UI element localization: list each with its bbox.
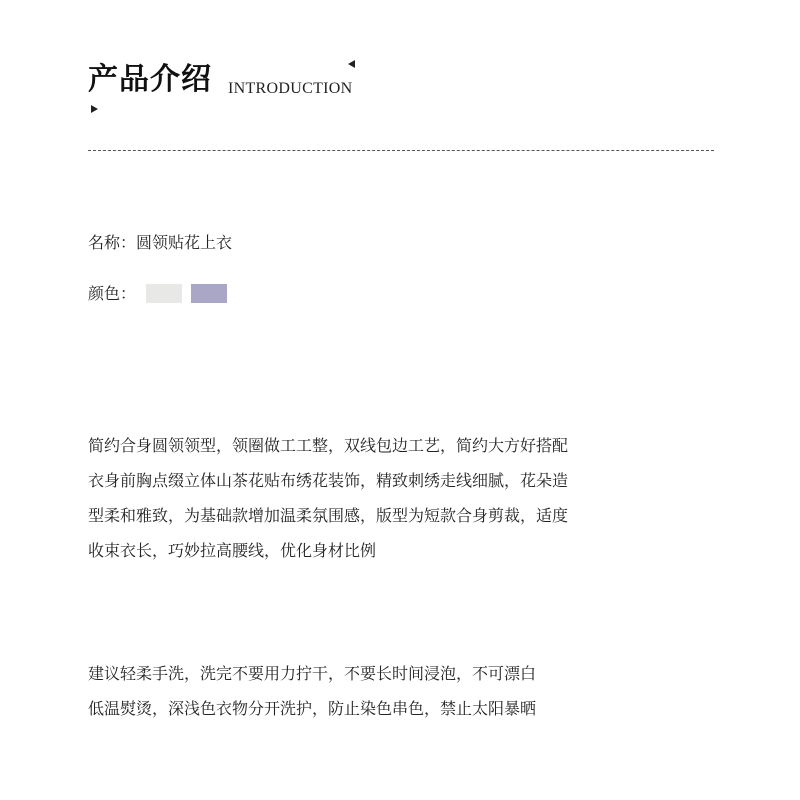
product-name-value: 圆领贴花上衣: [136, 233, 233, 252]
description-line: 型柔和雅致，为基础款增加温柔氛围感，版型为短款合身剪裁，适度: [88, 506, 569, 525]
product-color-label: 颜色：: [88, 284, 137, 303]
care-instructions: [88, 656, 536, 726]
product-name-row: [88, 232, 232, 254]
description-line: 衣身前胸点缀立体山茶花贴布绣花装饰，精致刺绣走线细腻，花朵造: [88, 471, 569, 490]
description-line: 收束衣长，巧妙拉高腰线，优化身材比例: [88, 541, 377, 560]
care-line: 建议轻柔手洗，洗完不要用力拧干，不要长时间浸泡，不可漂白: [88, 664, 537, 683]
description-paragraph: [88, 428, 568, 568]
description-line: 简约合身圆领领型，领圈做工工整，双线包边工艺，简约大方好搭配: [88, 436, 569, 455]
triangle-left-icon: [348, 60, 355, 68]
care-line: 低温熨烫，深浅色衣物分开洗护，防止染色串色，禁止太阳暴晒: [88, 699, 537, 718]
product-name-label: 名称：: [88, 233, 137, 252]
section-title: 产品介绍: [88, 62, 212, 97]
product-color-row: [88, 283, 136, 305]
section-header: [88, 60, 368, 120]
color-swatch: [191, 284, 227, 303]
color-swatch: [146, 284, 182, 303]
section-subtitle: INTRODUCTION: [228, 80, 353, 97]
dashed-divider: [88, 150, 714, 151]
triangle-right-icon: [91, 105, 98, 113]
